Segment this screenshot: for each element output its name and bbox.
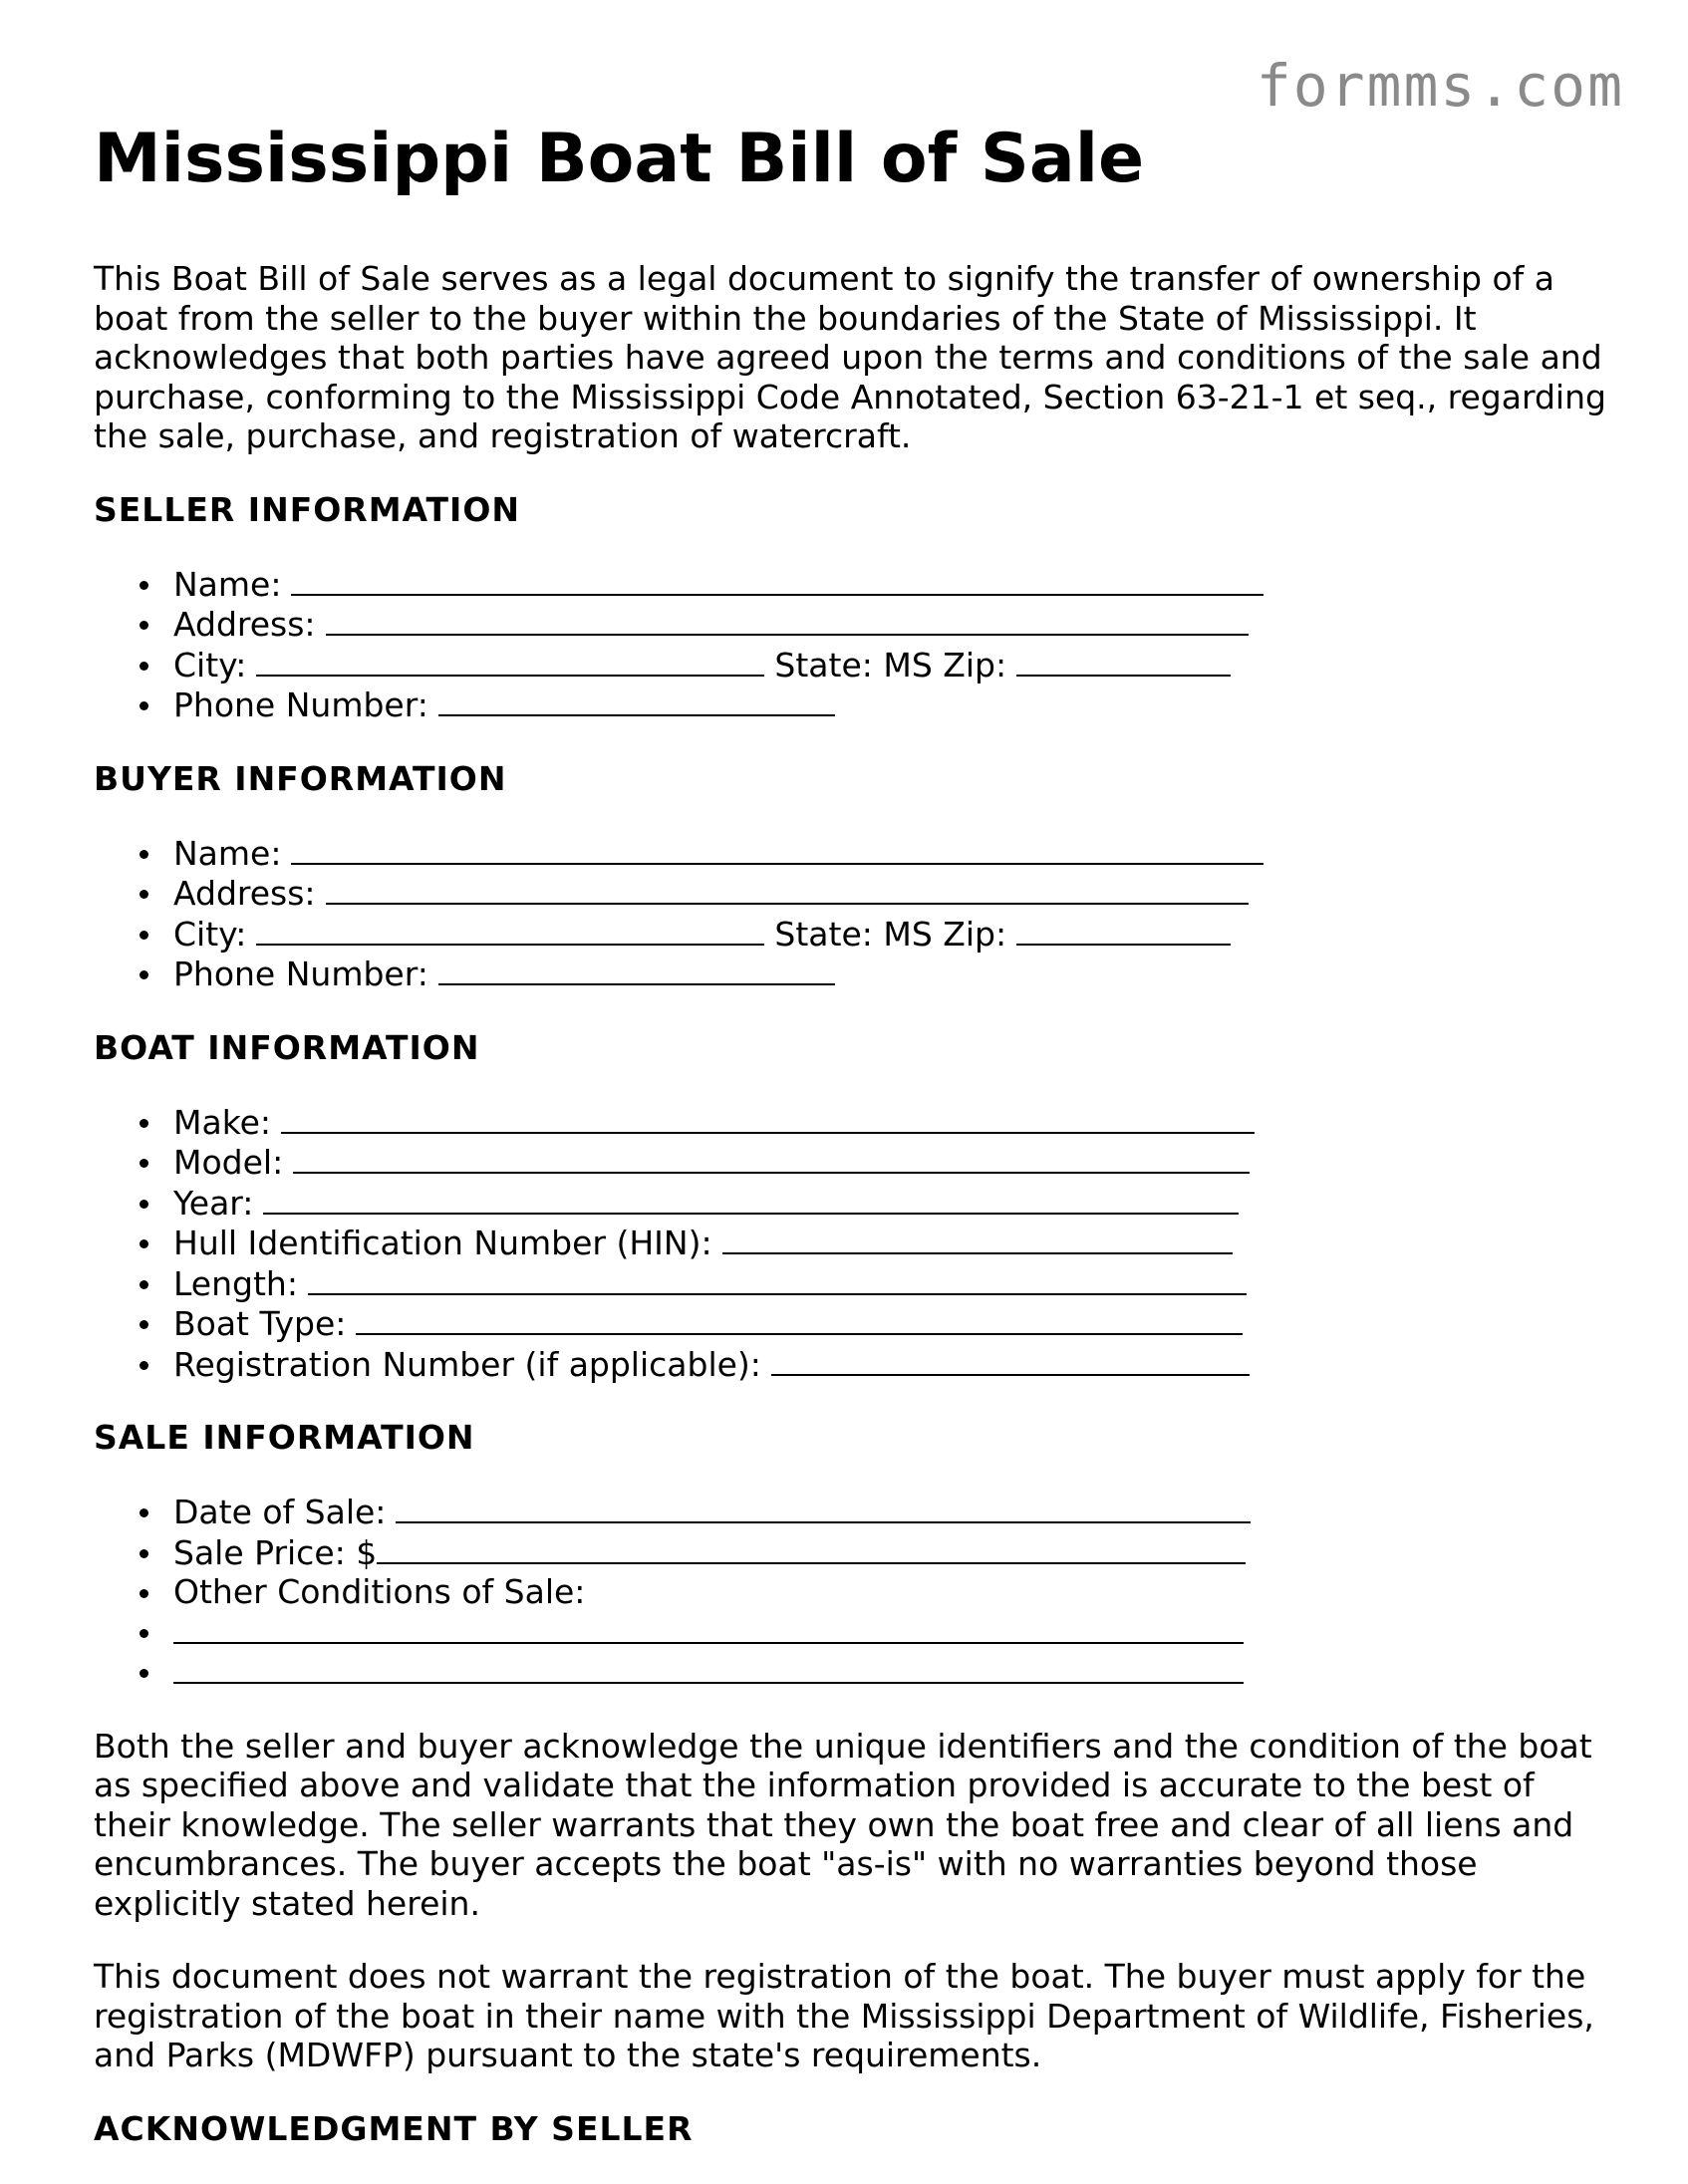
sale-price-field[interactable]: [377, 1532, 1246, 1564]
boat-length-label: Length:: [173, 1263, 298, 1303]
buyer-zip-field[interactable]: [1016, 914, 1231, 946]
ack-seller-heading: ACKNOWLEDGMENT BY SELLER: [94, 2108, 694, 2148]
seller-city-field[interactable]: [256, 645, 764, 677]
boat-type-label: Boat Type:: [173, 1304, 347, 1343]
sale-conditions-field-2[interactable]: [173, 1652, 1244, 1684]
sale-fields: [94, 1492, 1618, 1693]
seller-state-zip-label: State: MS Zip:: [774, 645, 1007, 684]
boat-heading: BOAT INFORMATION: [94, 1027, 480, 1067]
buyer-address-row: [173, 873, 1618, 914]
seller-heading: SELLER INFORMATION: [94, 489, 520, 529]
buyer-address-label: Address:: [173, 874, 316, 913]
buyer-heading: BUYER INFORMATION: [94, 758, 507, 798]
boat-year-row: [173, 1183, 1618, 1224]
sale-conditions-line-2: [173, 1652, 1618, 1693]
sale-date-field[interactable]: [396, 1492, 1251, 1523]
seller-city-label: City:: [173, 645, 247, 684]
seller-address-row: [173, 604, 1618, 645]
sale-price-row: [173, 1532, 1618, 1573]
boat-model-label: Model:: [173, 1143, 284, 1182]
boat-make-label: Make:: [173, 1102, 272, 1142]
boat-hin-field[interactable]: [722, 1223, 1233, 1254]
boat-registration-field[interactable]: [771, 1344, 1250, 1376]
buyer-name-label: Name:: [173, 833, 282, 873]
page-title: Mississippi Boat Bill of Sale: [94, 120, 1145, 198]
buyer-city-row: [173, 914, 1618, 955]
sale-conditions-field-1[interactable]: [173, 1612, 1244, 1644]
boat-type-row: [173, 1303, 1618, 1344]
document-body: [94, 112, 1618, 2183]
boat-model-field[interactable]: [293, 1142, 1250, 1174]
seller-phone-label: Phone Number:: [173, 685, 428, 724]
buyer-city-field[interactable]: [256, 914, 764, 946]
boat-model-row: [173, 1142, 1618, 1183]
boat-hin-label: Hull Identification Number (HIN):: [173, 1224, 712, 1262]
boat-type-field[interactable]: [356, 1303, 1243, 1335]
boat-registration-row: [173, 1344, 1618, 1385]
sale-conditions-label: Other Conditions of Sale:: [173, 1572, 586, 1611]
boat-year-field[interactable]: [263, 1183, 1239, 1215]
boat-hin-row: [173, 1223, 1618, 1263]
sale-conditions-row: [173, 1572, 1618, 1612]
boat-length-row: [173, 1263, 1618, 1304]
buyer-phone-row: [173, 954, 1618, 994]
watermark: formms.com: [1256, 52, 1624, 120]
seller-zip-field[interactable]: [1016, 645, 1231, 677]
buyer-name-field[interactable]: [291, 833, 1264, 865]
boat-fields: [94, 1102, 1618, 1385]
intro-paragraph: This Boat Bill of Sale serves as a legal document to signify the transfer of ownership of a boat from the seller to the buyer within the boundaries of the State of Mississippi. It acknowledges that both parties have agreed upon the terms and conditions of the sale and purchase, conforming to the Mississippi Code Annotated, Section 63-21-1 et seq., regarding the sale, purchase, and registration of watercraft.: [94, 259, 1606, 455]
seller-fields: [94, 564, 1618, 725]
sale-heading: SALE INFORMATION: [94, 1418, 475, 1457]
seller-address-label: Address:: [173, 605, 316, 644]
sale-price-label: Sale Price: $: [173, 1532, 378, 1572]
boat-year-label: Year:: [173, 1183, 254, 1223]
buyer-name-row: [173, 833, 1618, 874]
seller-name-label: Name:: [173, 564, 282, 604]
seller-phone-field[interactable]: [438, 684, 835, 716]
seller-name-field[interactable]: [291, 564, 1264, 596]
boat-registration-label: Registration Number (if applicable):: [173, 1344, 761, 1384]
buyer-address-field[interactable]: [326, 873, 1249, 905]
boat-make-field[interactable]: [281, 1102, 1255, 1134]
buyer-city-label: City:: [173, 914, 247, 954]
boat-length-field[interactable]: [308, 1263, 1247, 1295]
seller-phone-row: [173, 684, 1618, 725]
buyer-fields: [94, 833, 1618, 994]
boat-make-row: [173, 1102, 1618, 1143]
seller-address-field[interactable]: [326, 604, 1249, 636]
buyer-phone-label: Phone Number:: [173, 955, 428, 993]
seller-name-row: [173, 564, 1618, 605]
sale-date-label: Date of Sale:: [173, 1493, 387, 1531]
sale-conditions-line-1: [173, 1612, 1618, 1653]
buyer-phone-field[interactable]: [438, 954, 835, 985]
acknowledgment-paragraph: Both the seller and buyer acknowledge the unique identifiers and the condition of the boat as specified above and validate that the information provided is accurate to the best of their knowledge. The seller warrants that they own the boat free and clear of all liens and encumbrances. The buyer accepts the boat "as-is" with no warranties beyond those explicitly stated herein.: [94, 1726, 1592, 1923]
registration-paragraph: This document does not warrant the registration of the boat. The buyer must apply for the registration of the boat in their name with the Mississippi Department of Wildlife, Fisheries, and Parks (MDWFP) pursuant to the state's requirements.: [94, 1957, 1594, 2074]
buyer-state-zip-label: State: MS Zip:: [774, 914, 1007, 954]
seller-city-row: [173, 645, 1618, 685]
sale-date-row: [173, 1492, 1618, 1532]
